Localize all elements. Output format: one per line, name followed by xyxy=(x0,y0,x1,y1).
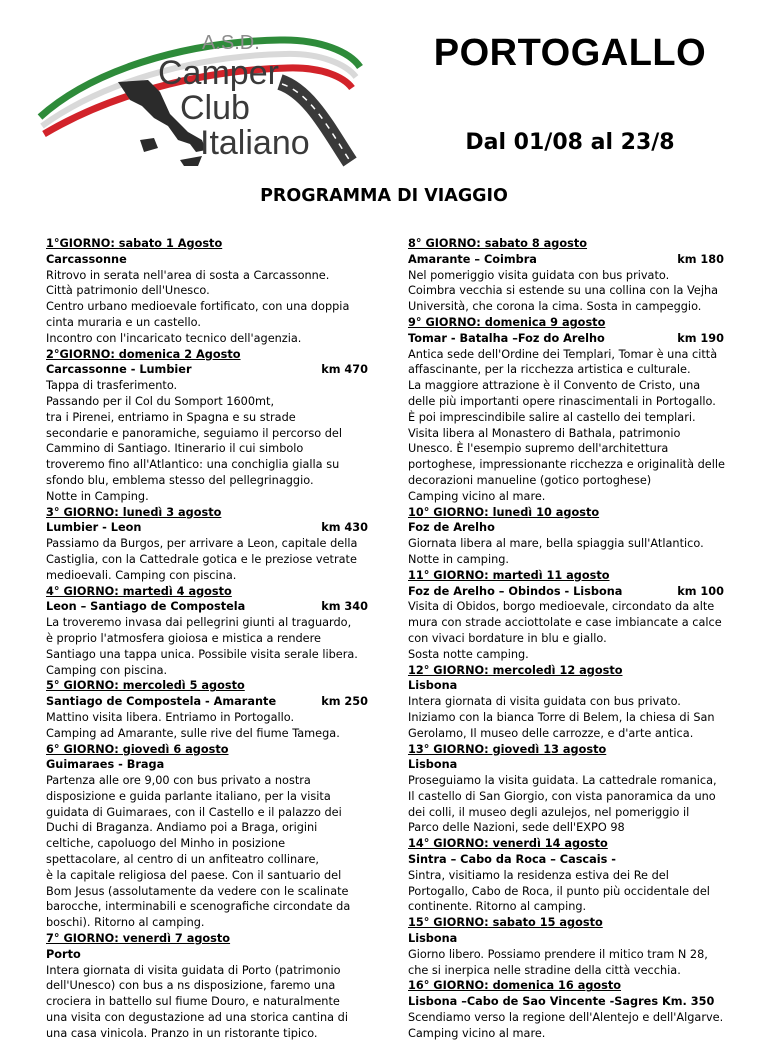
day-description-line: dei colli, il museo degli azulejos, nel pomeriggio il xyxy=(408,805,690,819)
route-name: Lumbier - Leon xyxy=(46,521,142,535)
day-description-line: Camping ad Amarante, sulle rive del fiume Tamega. xyxy=(46,726,340,740)
route-name: Foz de Arelho xyxy=(408,521,495,535)
day-description-line: Tappa di trasferimento. xyxy=(46,379,178,393)
day-description-line: una visita con degustazione ad una storica cantina di xyxy=(46,1011,348,1025)
day-description-line: Visita libera al Monastero di Bathala, patrimonio xyxy=(408,426,681,440)
day-description-line: Unesco. È l'esempio supremo dell'architettura xyxy=(408,442,669,456)
day-route xyxy=(46,599,368,615)
day-description-line: è la capitale religiosa del paese. Con il santuario del xyxy=(46,868,342,882)
day-heading: 15° GIORNO: sabato 15 agosto xyxy=(408,916,603,930)
route-distance: km 190 xyxy=(677,331,724,345)
day-description-line: portoghese, impressionante ricchezza e originalità delle xyxy=(408,458,725,472)
day-description-line: Proseguiamo la visita guidata. La cattedrale romanica, xyxy=(408,774,717,788)
day-route xyxy=(408,520,724,536)
day-route xyxy=(46,947,368,963)
day-route xyxy=(408,678,724,694)
day-heading: 13° GIORNO: giovedì 13 agosto xyxy=(408,742,607,756)
day-description-line: cinta muraria e un castello. xyxy=(46,315,201,329)
club-logo xyxy=(30,22,400,172)
day-description-line: Sosta notte camping. xyxy=(408,647,529,661)
day-description-line: Cammino di Santiago. Itinerario il cui simbolo xyxy=(46,442,304,456)
day-description-line: Passiamo da Burgos, per arrivare a Leon, capitale della xyxy=(46,537,358,551)
day-description-line: La troveremo invasa dai pellegrini giunti al traguardo, xyxy=(46,616,352,630)
day-description-line: disposizione e guida parlante italiano, per la visita xyxy=(46,789,331,803)
day-route xyxy=(408,331,724,347)
day-description-line: dell'Unesco) con bus a ns disposizione, faremo una xyxy=(46,979,336,993)
day-description-line: celtiche, capoluogo del Minho in posizione xyxy=(46,837,286,851)
logo-word-camper: Camper xyxy=(158,54,279,92)
route-name: Leon – Santiago de Compostela xyxy=(46,600,246,614)
day-description-line: Incontro con l'incaricato tecnico dell'agenzia. xyxy=(46,331,302,345)
route-name: Tomar - Batalha –Foz do Arelho xyxy=(408,331,605,345)
day-description-line: Camping con piscina. xyxy=(46,663,168,677)
program-heading: PROGRAMMA DI VIAGGIO xyxy=(260,186,508,206)
day-description-line: Antica sede dell'Ordine dei Templari, Tomar è una città xyxy=(408,347,718,361)
day-description-line: Nel pomeriggio visita guidata con bus privato. xyxy=(408,268,670,282)
day-description-line: guidata di Guimaraes, con il Castello e il palazzo dei xyxy=(46,805,342,819)
route-name: Lisbona xyxy=(408,932,458,946)
logo-word-italiano: Italiano xyxy=(200,124,310,162)
day-description-line: Visita di Obidos, borgo medioevale, circondato da alte xyxy=(408,600,715,614)
day-description-line: affascinante, per la ricchezza artistica e culturale. xyxy=(408,363,691,377)
day-route xyxy=(46,757,368,773)
route-name: Guimaraes - Braga xyxy=(46,758,165,772)
day-heading: 7° GIORNO: venerdì 7 agosto xyxy=(46,932,231,946)
day-route xyxy=(46,694,368,710)
day-description-line: boschi). Ritorno al camping. xyxy=(46,916,205,930)
day-description-line: Santiago una tappa unica. Possibile visita serale libera. xyxy=(46,647,358,661)
day-description-line: Duchi di Braganza. Andiamo poi a Braga, origini xyxy=(46,821,318,835)
day-description-line: delle più importanti opere rinascimentali in Portogallo. xyxy=(408,394,716,408)
day-description-line: Intera giornata di visita guidata con bus privato. xyxy=(408,695,681,709)
route-name: Lisbona xyxy=(408,758,458,772)
day-description-line: che si inerpica nelle stradine della città vecchia. xyxy=(408,963,681,977)
logo-word-club: Club xyxy=(180,89,250,127)
day-description-line: Sintra, visitiamo la residenza estiva dei Re del xyxy=(408,868,669,882)
day-description-line: Bom Jesus (assolutamente da vedere con le scalinate xyxy=(46,884,349,898)
logo-asd: A.S.D. xyxy=(202,32,260,54)
day-heading: 3° GIORNO: lunedì 3 agosto xyxy=(46,505,222,519)
day-description-line: medioevali. Camping con piscina. xyxy=(46,568,237,582)
route-name: Amarante – Coimbra xyxy=(408,252,537,266)
day-description-line: è proprio l'atmosfera gioiosa e mistica a rendere xyxy=(46,631,321,645)
day-description-line: mura con strade acciottolate e case imbiancate a calce xyxy=(408,616,722,630)
sicily-icon xyxy=(180,156,202,166)
day-description-line: decorazioni manueline (gotico portoghese) xyxy=(408,473,652,487)
day-heading: 4° GIORNO: martedì 4 agosto xyxy=(46,584,232,598)
day-description-line: barocche, interminabili e scenografiche circondate da xyxy=(46,900,351,914)
day-description-line: continente. Ritorno al camping. xyxy=(408,900,587,914)
day-description-line: sfondo blu, emblema stesso del pellegrinaggio. xyxy=(46,473,314,487)
day-description-line: Castiglia, con la Cattedrale gotica e le preziose vetrate xyxy=(46,552,357,566)
route-name: Sintra – Cabo da Roca – Cascais - xyxy=(408,853,616,867)
day-description-line: Passando per il Col du Somport 1600mt, xyxy=(46,394,275,408)
route-name: Carcassonne - Lumbier xyxy=(46,363,192,377)
day-route xyxy=(408,852,724,868)
day-route xyxy=(408,252,724,268)
day-heading: 1°GIORNO: sabato 1 Agosto xyxy=(46,237,223,250)
day-heading: 8° GIORNO: sabato 8 agosto xyxy=(408,237,588,250)
day-description-line: Università, che corona la cima. Sosta in campeggio. xyxy=(408,300,702,314)
day-description-line: una casa vinicola. Pranzo in un ristorante tipico. xyxy=(46,1026,318,1040)
sardinia-icon xyxy=(140,138,158,152)
right-column xyxy=(408,236,724,1042)
day-description-line: Centro urbano medioevale fortificato, con una doppia xyxy=(46,300,350,314)
day-heading: 11° GIORNO: martedì 11 agosto xyxy=(408,568,610,582)
day-description-line: tra i Pirenei, entriamo in Spagna e su strade xyxy=(46,410,296,424)
route-distance: km 180 xyxy=(677,252,724,266)
day-description-line: Giorno libero. Possiamo prendere il mitico tram N 28, xyxy=(408,947,708,961)
day-description-line: Ritrovo in serata nell'area di sosta a Carcassonne. xyxy=(46,268,330,282)
day-heading: 12° GIORNO: mercoledì 12 agosto xyxy=(408,663,623,677)
route-name: Porto xyxy=(46,947,81,961)
day-route xyxy=(46,362,368,378)
route-name: Foz de Arelho – Obindos - Lisbona xyxy=(408,584,623,598)
route-distance: km 470 xyxy=(321,363,368,377)
day-route xyxy=(408,584,724,600)
day-description-line: secondarie e panoramiche, seguiamo il percorso del xyxy=(46,426,342,440)
day-heading: 10° GIORNO: lunedì 10 agosto xyxy=(408,505,600,519)
day-description-line: Scendiamo verso la regione dell'Alentejo e dell'Algarve. xyxy=(408,1011,724,1025)
day-heading: 14° GIORNO: venerdì 14 agosto xyxy=(408,837,608,851)
day-route xyxy=(408,931,724,947)
day-description-line: crociera in battello sul fiume Douro, e naturalmente xyxy=(46,995,340,1009)
page-title: PORTOGALLO xyxy=(433,32,707,74)
day-route xyxy=(408,757,724,773)
route-distance: km 430 xyxy=(321,521,368,535)
day-heading: 6° GIORNO: giovedì 6 agosto xyxy=(46,742,229,756)
day-description-line: Coimbra vecchia si estende su una collina con la Vejha xyxy=(408,284,719,298)
route-name: Santiago de Compostela - Amarante xyxy=(46,695,277,709)
route-distance: km 100 xyxy=(677,584,724,598)
day-description-line: Intera giornata di visita guidata di Porto (patrimonio xyxy=(46,963,341,977)
route-name: Lisbona –Cabo de Sao Vincente -Sagres Km. 350 xyxy=(408,995,715,1009)
day-heading: 16° GIORNO: domenica 16 agosto xyxy=(408,979,622,993)
day-description-line: Camping vicino al mare. xyxy=(408,489,546,503)
day-description-line: Camping vicino al mare. xyxy=(408,1026,546,1040)
day-description-line: Città patrimonio dell'Unesco. xyxy=(46,284,210,298)
day-route xyxy=(46,520,368,536)
logo-graphic xyxy=(30,22,400,172)
day-description-line: La maggiore attrazione è il Convento de Cristo, una xyxy=(408,379,701,393)
day-description-line: Il castello di San Giorgio, con vista panoramica da uno xyxy=(408,789,716,803)
day-heading: 9° GIORNO: domenica 9 agosto xyxy=(408,315,606,329)
day-description-line: Partenza alle ore 9,00 con bus privato a nostra xyxy=(46,774,311,788)
day-heading: 5° GIORNO: mercoledì 5 agosto xyxy=(46,679,245,693)
day-description-line: con vivaci bordature in blu e giallo. xyxy=(408,631,607,645)
route-distance: km 340 xyxy=(321,600,368,614)
day-description-line: troveremo fino all'Atlantico: una conchiglia gialla su xyxy=(46,458,340,472)
route-name: Carcassonne xyxy=(46,252,127,266)
day-description-line: Giornata libera al mare, bella spiaggia sull'Atlantico. xyxy=(408,537,704,551)
day-description-line: Portogallo, Cabo de Roca, il punto più occidentale del xyxy=(408,884,710,898)
day-route xyxy=(408,994,724,1010)
day-description-line: Notte in Camping. xyxy=(46,489,149,503)
day-description-line: È poi imprescindibile salire al castello dei templari. xyxy=(408,410,696,424)
day-description-line: Mattino visita libera. Entriamo in Portogallo. xyxy=(46,710,295,724)
day-heading: 2°GIORNO: domenica 2 Agosto xyxy=(46,347,241,361)
day-route xyxy=(46,252,368,268)
trip-dates: Dal 01/08 al 23/8 xyxy=(465,130,675,155)
day-description-line: Notte in camping. xyxy=(408,552,510,566)
day-description-line: Gerolamo, Il museo delle carrozze, e d'arte antica. xyxy=(408,726,694,740)
day-description-line: spettacolare, al centro di un anfiteatro collinare, xyxy=(46,853,320,867)
left-column xyxy=(46,236,368,1042)
day-description-line: Iniziamo con la bianca Torre di Belem, la chiesa di San xyxy=(408,710,715,724)
day-description-line: Parco delle Nazioni, sede dell'EXPO 98 xyxy=(408,821,625,835)
route-name: Lisbona xyxy=(408,679,458,693)
route-distance: km 250 xyxy=(321,695,368,709)
